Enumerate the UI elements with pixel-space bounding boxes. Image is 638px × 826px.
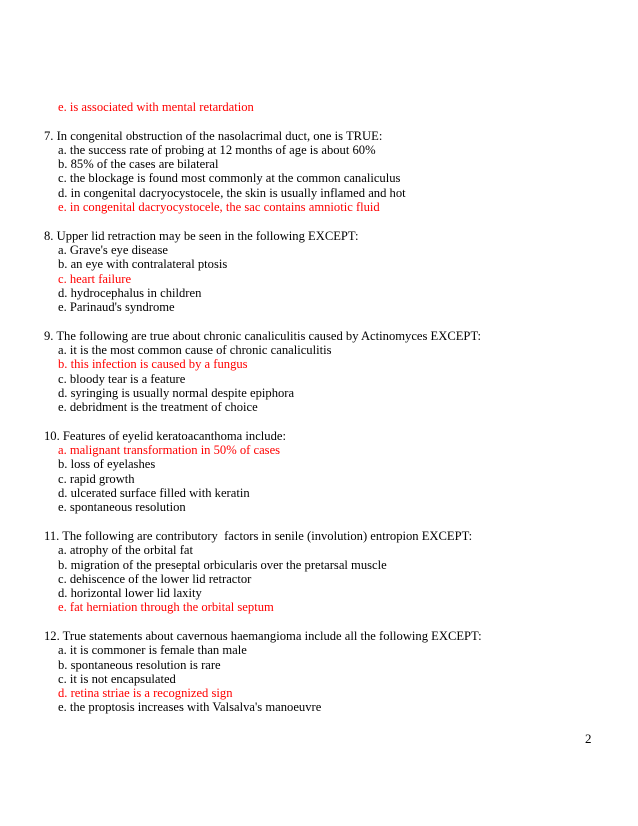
question-stem: 11. The following are contributory factors in senile (involution) entropion EXCEPT: [44,528,473,543]
question-block-10 [44,429,604,515]
question-option: b. 85% of the cases are bilateral [58,157,219,172]
question-block-12 [44,629,604,715]
question-option: c. rapid growth [58,471,135,486]
question-option: c. dehiscence of the lower lid retractor [58,571,252,586]
question-option: d. in congenital dacryocystocele, the skin is usually inflamed and hot [58,185,406,200]
question-option: c. it is not encapsulated [58,671,176,686]
question-stem: 10. Features of eyelid keratoacanthoma include: [44,428,286,443]
question-option: a. it is commoner is female than male [58,643,247,658]
question-option: a. the success rate of probing at 12 months of age is about 60% [58,142,376,157]
question-block-11 [44,529,604,615]
spacer [44,515,604,529]
question-option: b. spontaneous resolution is rare [58,657,221,672]
question-stem: 12. True statements about cavernous haemangioma include all the following EXCEPT: [44,628,482,643]
question-option: a. it is the most common cause of chronic canaliculitis [58,343,332,358]
question-stem: 8. Upper lid retraction may be seen in the following EXCEPT: [44,228,359,243]
question-option: b. loss of eyelashes [58,457,156,472]
spacer [44,615,604,629]
question-option-answer: e. fat herniation through the orbital septum [58,600,274,615]
question-block-8 [44,229,604,315]
question-option: a. Grave's eye disease [58,242,168,257]
spacer [44,214,604,228]
question-option-answer: b. this infection is caused by a fungus [58,357,248,372]
lead-option-answer: e. is associated with mental retardation [58,100,254,114]
page-number: 2 [585,731,592,746]
question-option-answer: a. malignant transformation in 50% of cases [58,443,281,458]
question-option: e. Parinaud's syndrome [58,300,175,315]
spacer [44,314,604,328]
question-option-answer: e. in congenital dacryocystocele, the sac contains amniotic fluid [58,200,380,215]
question-option-answer: c. heart failure [58,271,132,286]
question-list [44,100,604,715]
question-option: d. horizontal lower lid laxity [58,586,202,601]
question-option: d. hydrocephalus in children [58,285,202,300]
question-option: a. atrophy of the orbital fat [58,543,193,558]
question-stem: 7. In congenital obstruction of the nasolacrimal duct, one is TRUE: [44,128,383,143]
question-option: d. ulcerated surface filled with keratin [58,486,250,501]
question-option: e. spontaneous resolution [58,500,186,515]
question-option: e. debridment is the treatment of choice [58,400,258,415]
question-stem: 9. The following are true about chronic canaliculitis caused by Actinomyces EXCEPT: [44,328,482,343]
question-option: c. bloody tear is a feature [58,371,186,386]
question-option: d. syringing is usually normal despite epiphora [58,385,295,400]
question-block-7 [44,129,604,215]
question-block-9 [44,329,604,415]
question-option: c. the blockage is found most commonly at the common canaliculus [58,171,401,186]
question-option: b. an eye with contralateral ptosis [58,257,228,272]
question-option-answer: d. retina striae is a recognized sign [58,686,233,701]
question-option: b. migration of the preseptal orbicularis over the pretarsal muscle [58,557,387,572]
question-option: e. the proptosis increases with Valsalva's manoeuvre [58,700,322,715]
spacer [44,114,604,128]
spacer [44,415,604,429]
